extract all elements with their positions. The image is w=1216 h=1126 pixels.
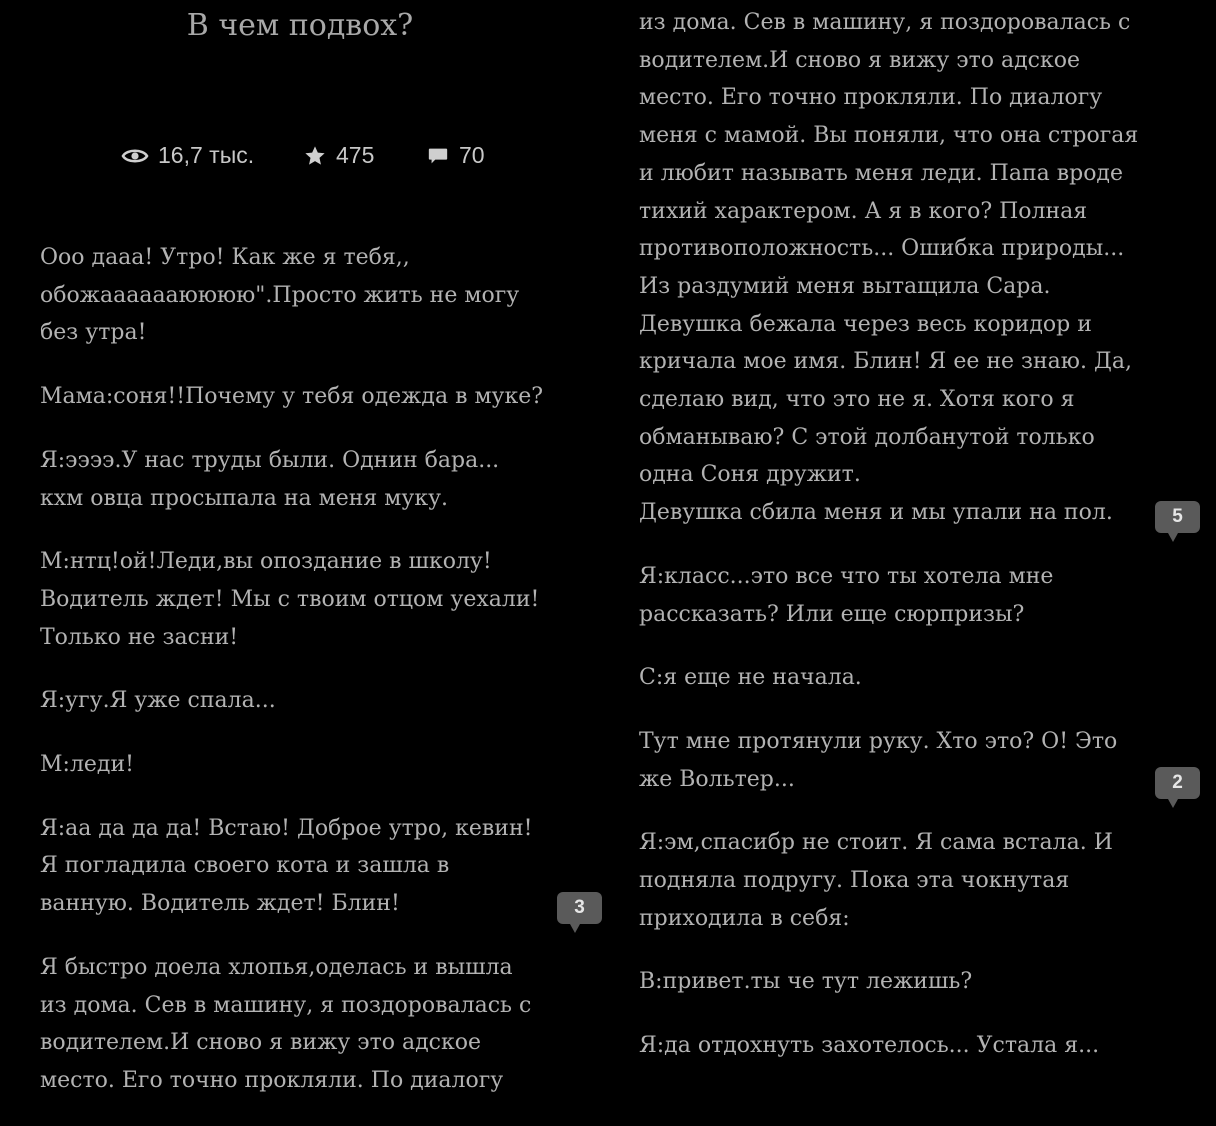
- paragraph: [40, 543, 568, 656]
- inline-comment-badge[interactable]: 2: [1155, 767, 1200, 799]
- paragraph: [40, 810, 568, 923]
- paragraph: [40, 682, 568, 720]
- text-line: же Вольтер...: [639, 766, 795, 792]
- text-line: Из раздумий меня вытащила Сара.: [639, 273, 1051, 299]
- text-line: обманываю? С этой долбанутой только: [639, 424, 1095, 450]
- inline-comment-badge[interactable]: 3: [557, 892, 602, 924]
- text-line: Только не засни!: [40, 624, 239, 650]
- text-line: рассказать? Или еще сюрпризы?: [639, 601, 1025, 627]
- comment-bubble-icon: [427, 145, 449, 167]
- story-title: В чем подвох?: [186, 8, 414, 43]
- votes-stat[interactable]: [304, 142, 374, 169]
- star-icon: [304, 145, 326, 167]
- right-story-text: [639, 4, 1167, 1091]
- paragraph: [40, 746, 568, 784]
- text-line: меня с мамой. Вы поняли, что она строгая: [639, 123, 1139, 149]
- text-line: Я:эм,спасибр не стоит. Я сама встала. И: [639, 830, 1113, 856]
- text-line: противоположность... Ошибка природы...: [639, 236, 1125, 262]
- text-line: обожааааааюююю".Просто жить не могу: [40, 282, 520, 308]
- text-line: М:леди!: [40, 752, 134, 778]
- paragraph: [40, 442, 568, 517]
- text-line: Я:угу.Я уже спала...: [40, 688, 276, 714]
- paragraph: [40, 949, 568, 1100]
- text-line: ванную. Водитель ждет! Блин!: [40, 891, 400, 917]
- votes-count: 475: [336, 142, 375, 168]
- text-line: из дома. Сев в машину, я поздоровалась с: [639, 10, 1131, 35]
- right-page: [608, 0, 1216, 1080]
- text-line: приходила в себя:: [639, 905, 850, 931]
- text-line: кричала мое имя. Блин! Я ее не знаю. Да,: [639, 349, 1132, 375]
- text-line: сделаю вид, что это не я. Хотя кого я: [639, 387, 1075, 413]
- left-story-text: [40, 239, 568, 1126]
- paragraph: [639, 558, 1167, 633]
- text-line: кхм овца просыпала на меня муку.: [40, 485, 449, 511]
- paragraph: [639, 659, 1167, 697]
- paragraph: [639, 723, 1167, 798]
- text-line: место. Его точно прокляли. По диалогу: [40, 1067, 504, 1093]
- paragraph: [639, 963, 1167, 1001]
- text-line: Я:да отдохнуть захотелось... Устала я...: [639, 1033, 1100, 1059]
- paragraph: [40, 239, 568, 352]
- left-page: [0, 0, 608, 1093]
- text-line: М:нтц!ой!Леди,вы опоздание в школу!: [40, 549, 492, 575]
- text-line: подняла подругу. Пока эта чокнутая: [639, 868, 1070, 894]
- views-count: 16,7 тыс.: [158, 142, 255, 168]
- text-line: Девушка сбила меня и мы упали на пол.: [639, 500, 1113, 526]
- comments-count: 70: [459, 142, 485, 168]
- paragraph: [639, 4, 1167, 532]
- text-line: Я быстро доела хлопья,оделась и вышла: [40, 954, 513, 980]
- text-line: Я:ээээ.У нас труды были. Однин бара...: [40, 447, 500, 473]
- paragraph: [40, 378, 568, 416]
- views-stat: [122, 142, 254, 169]
- eye-icon: [122, 147, 148, 165]
- text-line: В:привет.ты че тут лежишь?: [639, 969, 973, 995]
- paragraph: [639, 1027, 1167, 1065]
- paragraph: [639, 824, 1167, 937]
- text-line: Мама:соня!!Почему у тебя одежда в муке?: [40, 384, 544, 410]
- text-line: без утра!: [40, 320, 147, 346]
- text-line: водителем.И сново я вижу это адское: [639, 47, 1080, 73]
- inline-comment-badge[interactable]: 5: [1155, 501, 1200, 533]
- comments-stat[interactable]: [427, 142, 485, 169]
- text-line: Я:класс...это все что ты хотела мне: [639, 563, 1054, 589]
- text-line: водителем.И сново я вижу это адское: [40, 1030, 481, 1056]
- text-line: Я погладила своего кота и зашла в: [40, 853, 450, 879]
- text-line: Водитель ждет! Мы с твоим отцом уехали!: [40, 586, 540, 612]
- text-line: Ооо дааа! Утро! Как же я тебя,,: [40, 245, 410, 270]
- text-line: С:я еще не начала.: [639, 665, 862, 691]
- text-line: из дома. Сев в машину, я поздоровалась с: [40, 992, 532, 1018]
- text-line: Девушка бежала через весь коридор и: [639, 311, 1092, 337]
- text-line: и любит называть меня леди. Папа вроде: [639, 160, 1123, 186]
- text-line: тихий характером. А я в кого? Полная: [639, 198, 1088, 224]
- text-line: место. Его точно прокляли. По диалогу: [639, 85, 1103, 111]
- text-line: Тут мне протянули руку. Хто это? О! Это: [639, 728, 1118, 754]
- text-line: одна Соня дружит.: [639, 462, 861, 488]
- text-line: Я:аа да да да! Встаю! Доброе утро, кевин!: [40, 815, 533, 841]
